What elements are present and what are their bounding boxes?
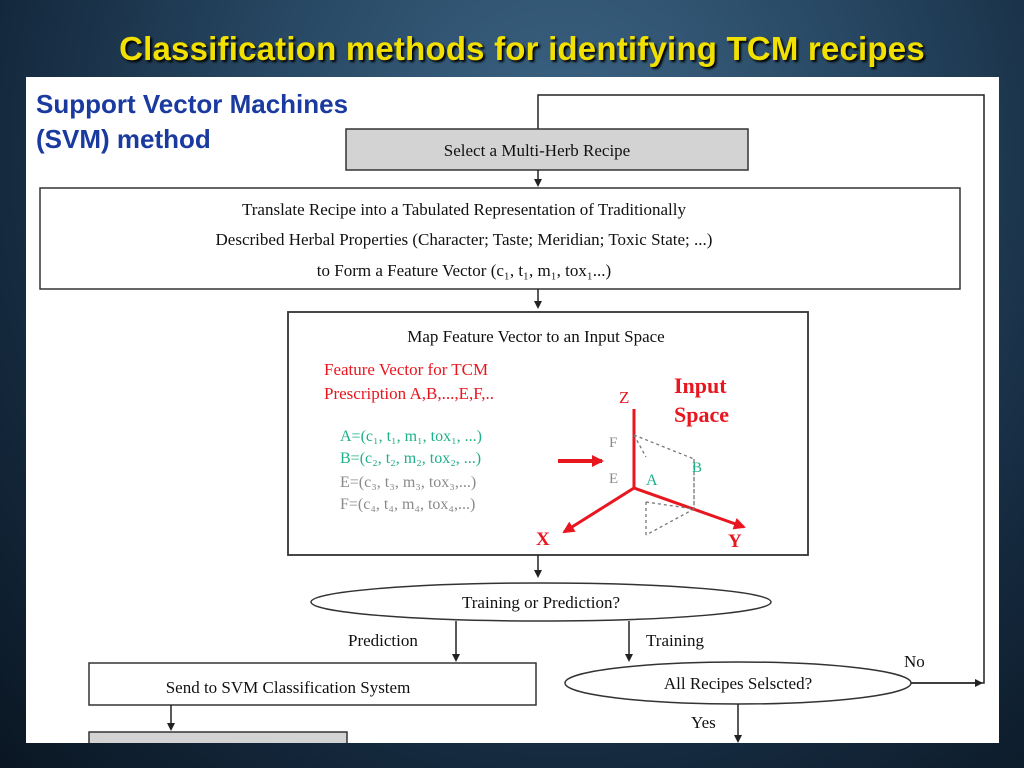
svm-heading-line-1: Support Vector Machines [36,89,349,119]
axis-x-label: X [536,529,550,550]
point-a-label: A [646,472,658,489]
training-or-prediction-text: Training or Prediction? [461,593,621,612]
select-recipe-text: Select a Multi-Herb Recipe [443,141,631,160]
send-svm-text: Send to SVM Classification System [165,678,411,697]
vector-b: B=(c₂, t₂, m₂, tox₂, ...) [340,450,482,467]
svm-heading-line-2: (SVM) method [36,124,211,154]
diagram-panel [26,77,999,743]
vector-f: F=(c₄, t₄, m₄, tox₄,...) [340,496,476,513]
feature-vector-line-2: Prescription A,B,...,E,F,.. [324,384,495,403]
feature-vector-line-1: Feature Vector for TCM [324,360,489,379]
vector-a: A=(c₁, t₁, m₁, tox₁, ...) [340,428,482,445]
input-space-line-2: Space [674,402,729,427]
axis-z-label: Z [619,388,630,407]
translate-line-1: Translate Recipe into a Tabulated Representation of Traditionally [241,200,687,219]
svm-flowchart [26,77,999,743]
point-f-label: F [609,435,618,451]
translate-line-3: to Form a Feature Vector (c₁, t₁, m₁, tox₁...) [316,261,612,280]
vector-e: E=(c₃, t₃, m₃, tox₃,...) [340,474,477,491]
axis-y-label: Y [728,531,742,552]
next-step-box [89,732,347,743]
point-b-label: B [692,460,703,476]
input-space-line-1: Input [674,373,727,398]
prediction-label: Prediction [348,631,418,650]
training-label: Training [646,631,704,650]
yes-label: Yes [691,713,716,732]
all-recipes-text: All Recipes Selscted? [663,674,813,693]
no-label: No [904,652,925,671]
svm-heading [36,87,348,157]
translate-line-2: Described Herbal Properties (Character; Taste; Meridian; Toxic State; ...) [215,230,713,249]
map-title: Map Feature Vector to an Input Space [407,327,665,346]
slide-title: Classification methods for identifying TCM recipes [119,30,925,67]
point-e-label: E [609,471,619,487]
